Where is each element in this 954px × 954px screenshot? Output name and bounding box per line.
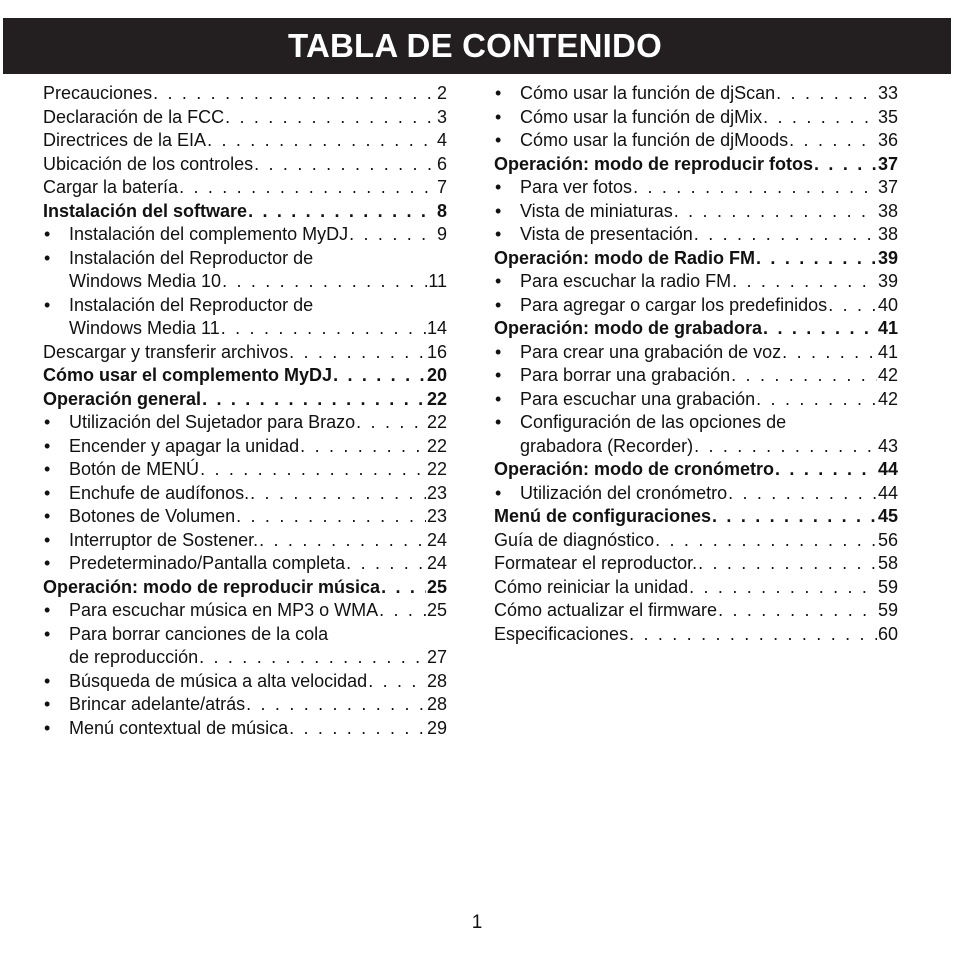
toc-subentry [494, 341, 898, 365]
bullet-icon: • [495, 106, 502, 127]
toc-entry-title: Ubicación de los controles [43, 153, 254, 174]
toc-entry-title: Para escuchar la radio FM [520, 271, 732, 291]
toc-line [69, 411, 447, 435]
dot-leader [259, 529, 426, 553]
dot-leader [222, 270, 427, 294]
toc-line [43, 364, 447, 388]
toc-subentry [494, 294, 898, 318]
toc-page-number: 37 [877, 153, 898, 174]
toc-entry [43, 153, 447, 177]
toc-entry-title: Menú de configuraciones [494, 506, 712, 526]
toc-line [494, 529, 898, 553]
toc-line [520, 435, 898, 459]
toc-page-number: 28 [426, 670, 447, 691]
toc-subentry [43, 411, 447, 435]
toc-page-number: 9 [436, 224, 447, 244]
toc-line [520, 364, 898, 388]
toc-line [43, 82, 447, 106]
toc-entry-title: Utilización del cronómetro [520, 482, 728, 503]
bullet-icon: • [495, 200, 502, 221]
toc-entry [43, 82, 447, 106]
toc-line [69, 717, 447, 741]
toc-page-number: 35 [877, 106, 898, 127]
toc-subentry [43, 717, 447, 741]
toc-line [69, 505, 447, 529]
toc-line [69, 223, 447, 247]
toc-line [494, 317, 898, 341]
dot-leader [756, 388, 877, 412]
toc-subentry [494, 223, 898, 247]
toc-entry-title: Instalación del Reproductor de [69, 247, 314, 268]
toc-line [69, 670, 447, 694]
dot-leader [674, 200, 877, 224]
toc-line [520, 341, 898, 365]
dot-leader [379, 599, 426, 623]
bullet-icon: • [44, 670, 51, 691]
toc-subentry [494, 106, 898, 130]
dot-leader [828, 294, 877, 318]
bullet-icon: • [44, 247, 51, 268]
toc-page-number: 20 [426, 365, 447, 385]
toc-page-number: 39 [877, 271, 898, 291]
toc-entry [494, 529, 898, 553]
toc-page-number: 25 [426, 576, 447, 597]
toc-entry [494, 599, 898, 623]
toc-entry-title: Cómo usar la función de djScan [520, 83, 776, 103]
toc-entry-title: Windows Media 11 [69, 318, 220, 338]
bullet-icon: • [44, 600, 51, 620]
toc-entry-title: Botones de Volumen [69, 506, 236, 526]
dot-leader [225, 106, 436, 130]
toc-entry-title: Cómo usar la función de djMoods [520, 130, 789, 150]
dot-leader [346, 552, 426, 576]
toc-page-number: 29 [426, 717, 447, 738]
bullet-icon: • [44, 717, 51, 738]
toc-line [494, 623, 898, 647]
dot-leader [289, 341, 426, 365]
dot-leader [202, 388, 426, 412]
toc-entry-title: Brincar adelante/atrás [69, 694, 246, 714]
toc-entry-title: Operación: modo de grabadora [494, 318, 763, 338]
toc-line [43, 176, 447, 200]
toc-subentry [43, 294, 447, 341]
dot-leader [655, 529, 877, 553]
toc-subentry [494, 82, 898, 106]
toc-page-number: 33 [877, 83, 898, 103]
toc-entry-title: Declaración de la FCC [43, 106, 225, 127]
dot-leader [629, 623, 877, 647]
toc-entry-title: Para agregar o cargar los predefinidos [520, 294, 828, 315]
dot-leader [732, 270, 877, 294]
toc-line [520, 223, 898, 247]
toc-entry-title: Para borrar canciones de la cola [69, 623, 329, 644]
bullet-icon: • [44, 694, 51, 714]
toc-entry-title: Vista de presentación [520, 224, 693, 244]
toc-entry [494, 552, 898, 576]
toc-subentry [494, 129, 898, 153]
toc-line [520, 294, 898, 318]
toc-page-number: 37 [877, 177, 898, 197]
dot-leader [763, 106, 877, 130]
toc-line [69, 693, 447, 717]
bullet-icon: • [495, 294, 502, 315]
toc-entry-title: Instalación del Reproductor de [69, 294, 314, 315]
toc-entry-title: Cómo reiniciar la unidad [494, 576, 689, 597]
toc-entry [494, 153, 898, 177]
toc-entry-title: Utilización del Sujetador para Brazo [69, 412, 356, 432]
toc-entry-title: Instalación del software [43, 200, 248, 221]
toc-subentry [494, 482, 898, 506]
dot-leader [199, 646, 426, 670]
toc-line [43, 200, 447, 224]
toc-line [520, 388, 898, 412]
toc-line [69, 294, 447, 318]
bullet-icon: • [44, 294, 51, 315]
toc-page-number: 45 [877, 506, 898, 526]
toc-entry-title: Descargar y transferir archivos [43, 341, 289, 362]
toc-line [43, 106, 447, 130]
dot-leader [254, 153, 436, 177]
toc-page-number: 42 [877, 365, 898, 385]
toc-entry-title: Formatear el reproductor. [494, 553, 698, 573]
toc-entry [494, 317, 898, 341]
toc-entry-title: Cómo usar el complemento MyDJ [43, 365, 333, 385]
dot-leader [236, 505, 426, 529]
dot-leader [728, 482, 877, 506]
dot-leader [763, 317, 877, 341]
toc-entry [43, 341, 447, 365]
toc-entry-title: Especificaciones [494, 623, 629, 644]
bullet-icon: • [44, 623, 51, 644]
toc-page-number: 42 [877, 388, 898, 409]
toc-entry [43, 106, 447, 130]
toc-entry-title: Cómo actualizar el firmware [494, 600, 718, 620]
toc-subentry [494, 270, 898, 294]
toc-line [494, 458, 898, 482]
toc-subentry [494, 176, 898, 200]
toc-page-number: 59 [877, 600, 898, 620]
toc-page-number: 24 [426, 529, 447, 550]
toc-page-number: 16 [426, 341, 447, 362]
toc-entry [494, 505, 898, 529]
toc-entry-title: Cargar la batería [43, 177, 179, 197]
toc-line [69, 599, 447, 623]
toc-line [494, 552, 898, 576]
toc-subentry [494, 411, 898, 458]
toc-page-number: 11 [428, 271, 447, 291]
dot-leader [248, 200, 436, 224]
toc-entry-title: Precauciones [43, 83, 153, 103]
bullet-icon: • [495, 130, 502, 150]
toc-line [494, 247, 898, 271]
toc-right-column [494, 82, 898, 646]
toc-entry-title: Para escuchar música en MP3 o WMA [69, 600, 379, 620]
toc-entry-title: Para borrar una grabación [520, 365, 731, 385]
toc-entry-title: Para ver fotos [520, 177, 633, 197]
toc-entry-title: Predeterminado/Pantalla completa [69, 553, 346, 573]
dot-leader [633, 176, 877, 200]
toc-entry-title: Botón de MENÚ [69, 459, 200, 479]
toc-subentry [494, 200, 898, 224]
toc-entry [43, 576, 447, 600]
title-bar [3, 18, 951, 74]
toc-line [69, 435, 447, 459]
toc-subentry [43, 505, 447, 529]
toc-entry-title: Interruptor de Sostener. [69, 529, 259, 550]
toc-page-number: 23 [426, 482, 447, 503]
toc-subentry [43, 693, 447, 717]
toc-page-number: 44 [877, 459, 898, 479]
toc-page-number: 40 [877, 294, 898, 315]
toc-page-number: 25 [426, 600, 447, 620]
toc-line [520, 82, 898, 106]
toc-line [43, 153, 447, 177]
dot-leader [718, 599, 877, 623]
toc-subentry [43, 623, 447, 670]
toc-page-number: 58 [877, 553, 898, 573]
toc-entry-title: Operación: modo de reproducir música [43, 576, 381, 597]
toc-page-number: 8 [436, 200, 447, 221]
toc-page-number: 41 [877, 318, 898, 338]
toc-page-number: 39 [877, 247, 898, 268]
toc-line [520, 106, 898, 130]
toc-entry [43, 200, 447, 224]
toc-entry-title: Operación: modo de reproducir fotos [494, 153, 814, 174]
dot-leader [756, 247, 877, 271]
bullet-icon: • [495, 482, 502, 503]
toc-subentry [43, 458, 447, 482]
toc-page-number: 22 [426, 459, 447, 479]
dot-leader [300, 435, 426, 459]
dot-leader [368, 670, 426, 694]
dot-leader [789, 129, 877, 153]
dot-leader [200, 458, 426, 482]
toc-page-number: 43 [877, 435, 898, 456]
toc-entry-title: Guía de diagnóstico [494, 529, 655, 550]
toc-entry-title: Instalación del complemento MyDJ [69, 224, 349, 244]
toc-line [69, 482, 447, 506]
bullet-icon: • [44, 224, 51, 244]
toc-page-number: 6 [436, 153, 447, 174]
toc-subentry [43, 223, 447, 247]
dot-leader [712, 505, 877, 529]
toc-subentry [494, 364, 898, 388]
toc-line [520, 200, 898, 224]
dot-leader [776, 82, 877, 106]
bullet-icon: • [495, 83, 502, 103]
toc-subentry [43, 552, 447, 576]
toc-subentry [494, 388, 898, 412]
toc-entry [494, 458, 898, 482]
dot-leader [689, 576, 877, 600]
bullet-icon: • [495, 271, 502, 291]
toc-line [520, 270, 898, 294]
dot-leader [179, 176, 436, 200]
dot-leader [333, 364, 426, 388]
toc-left-column [43, 82, 447, 740]
dot-leader [153, 82, 436, 106]
toc-entry-title: Operación general [43, 388, 202, 409]
bullet-icon: • [44, 553, 51, 573]
dot-leader [698, 552, 877, 576]
toc-entry-title: de reproducción [69, 647, 199, 667]
bullet-icon: • [44, 459, 51, 479]
toc-line [69, 458, 447, 482]
toc-page-number: 27 [426, 647, 447, 667]
toc-line [69, 247, 447, 271]
toc-line [520, 482, 898, 506]
toc-page-number: 41 [877, 341, 898, 362]
toc-entry-title: Cómo usar la función de djMix [520, 106, 763, 127]
bullet-icon: • [495, 341, 502, 362]
toc-page-number: 22 [426, 388, 447, 409]
bullet-icon: • [495, 224, 502, 244]
toc-page-number: 2 [436, 83, 447, 103]
dot-leader [221, 317, 426, 341]
dot-leader [289, 717, 426, 741]
bullet-icon: • [44, 435, 51, 456]
toc-entry [43, 388, 447, 412]
toc-line [69, 646, 447, 670]
toc-entry-title: Configuración de las opciones de [520, 412, 787, 432]
toc-page-number: 28 [426, 694, 447, 714]
toc-line [494, 505, 898, 529]
toc-entry [494, 623, 898, 647]
toc-line [520, 411, 898, 435]
toc-line [494, 599, 898, 623]
toc-entry [43, 176, 447, 200]
toc-entry-title: Enchufe de audífonos. [69, 482, 250, 503]
toc-page-number: 60 [877, 623, 898, 644]
toc-line [69, 623, 447, 647]
bullet-icon: • [495, 177, 502, 197]
toc-page-number: 56 [877, 529, 898, 550]
toc-page-number: 23 [426, 506, 447, 526]
toc-entry [494, 247, 898, 271]
toc-entry-title: Operación: modo de Radio FM [494, 247, 756, 268]
bullet-icon: • [495, 365, 502, 385]
toc-page-number: 59 [877, 576, 898, 597]
toc-page-number: 38 [877, 200, 898, 221]
toc-entry-title: Windows Media 10 [69, 271, 222, 291]
toc-entry-title: Búsqueda de música a alta velocidad [69, 670, 368, 691]
toc-line [43, 576, 447, 600]
toc-subentry [43, 599, 447, 623]
toc-page-number: 44 [877, 482, 898, 503]
dot-leader [814, 153, 877, 177]
toc-line [494, 576, 898, 600]
page-number: 1 [471, 912, 483, 933]
toc-line [43, 341, 447, 365]
toc-entry [494, 576, 898, 600]
dot-leader [731, 364, 877, 388]
bullet-icon: • [44, 482, 51, 503]
toc-entry [43, 364, 447, 388]
dot-leader [250, 482, 426, 506]
toc-entry-title: Para escuchar una grabación [520, 388, 756, 409]
bullet-icon: • [44, 412, 51, 432]
toc-subentry [43, 670, 447, 694]
bullet-icon: • [44, 506, 51, 526]
toc-entry-title: Para crear una grabación de voz [520, 341, 782, 362]
toc-entry-title: grabadora (Recorder) [520, 435, 694, 456]
toc-line [494, 153, 898, 177]
toc-subentry [43, 247, 447, 294]
toc-page-number: 38 [877, 224, 898, 244]
dot-leader [349, 223, 436, 247]
toc-line [69, 317, 447, 341]
toc-subentry [43, 482, 447, 506]
toc-page-number: 22 [426, 412, 447, 432]
dot-leader [694, 223, 877, 247]
toc-entry-title: Operación: modo de cronómetro [494, 459, 775, 479]
toc-page-number: 14 [426, 318, 447, 338]
bullet-icon: • [495, 412, 502, 432]
toc-page-number: 7 [436, 177, 447, 197]
toc-entry-title: Directrices de la EIA [43, 130, 207, 150]
toc-entry-title: Menú contextual de música [69, 717, 289, 738]
toc-line [43, 129, 447, 153]
toc-line [43, 388, 447, 412]
bullet-icon: • [44, 529, 51, 550]
toc-subentry [43, 529, 447, 553]
toc-line [69, 529, 447, 553]
toc-page-number: 22 [426, 435, 447, 456]
toc-page-number: 3 [436, 106, 447, 127]
dot-leader [381, 576, 426, 600]
dot-leader [782, 341, 877, 365]
toc-page-number: 4 [436, 130, 447, 150]
dot-leader [694, 435, 877, 459]
toc-entry-title: Vista de miniaturas [520, 200, 673, 221]
toc-entry [43, 129, 447, 153]
dot-leader [356, 411, 426, 435]
toc-line [520, 176, 898, 200]
dot-leader [246, 693, 426, 717]
page-title: TABLA DE CONTENIDO [288, 27, 662, 64]
bullet-icon: • [495, 388, 502, 409]
dot-leader [775, 458, 877, 482]
toc-entry-title: Encender y apagar la unidad [69, 435, 300, 456]
toc-line [520, 129, 898, 153]
toc-line [69, 270, 447, 294]
dot-leader [207, 129, 436, 153]
toc-page-number: 36 [877, 130, 898, 150]
toc-line [69, 552, 447, 576]
toc-subentry [43, 435, 447, 459]
toc-page-number: 24 [426, 553, 447, 573]
